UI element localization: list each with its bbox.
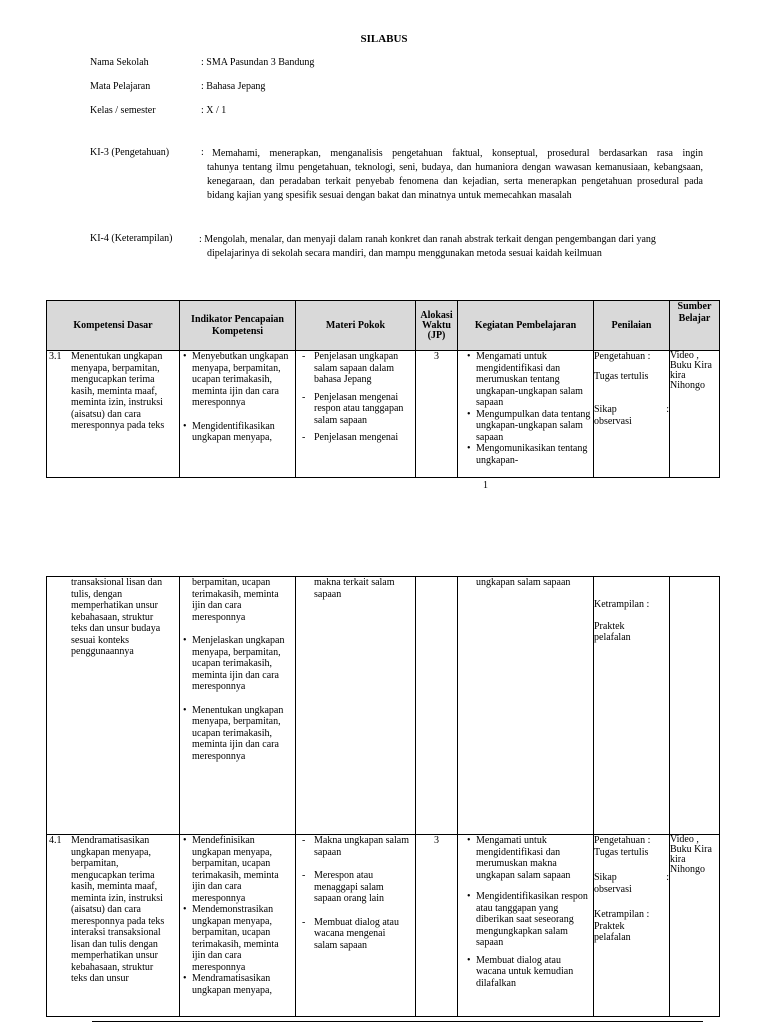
penilaian-tugas-tertulis: Tugas tertulis <box>594 846 649 858</box>
header-indikator: Indikator Pencapaian Kompetensi <box>180 301 296 351</box>
row2-ipk-item: • Menentukan ungkapan menyapa, berpamitan, ucapan terimakasih, meminta ijin dan cara meresponnya <box>192 705 293 763</box>
row3-kegiatan-cell <box>458 835 594 1017</box>
penilaian-sikap-label: Sikap <box>594 872 617 883</box>
row1-materi-cell <box>296 351 416 478</box>
nama-sekolah-label: Nama Sekolah <box>90 57 149 68</box>
header-kompetensi-dasar: Kompetensi Dasar <box>47 301 180 351</box>
penilaian-pengetahuan-label: Pengetahuan : <box>594 351 651 362</box>
footer-rule <box>92 1021 703 1022</box>
silabus-table-page1 <box>46 300 720 478</box>
row1-kd-cell <box>47 351 180 478</box>
penilaian-ketrampilan-label: Ketrampilan : <box>594 599 650 610</box>
row1-penilaian-cell <box>594 351 670 478</box>
penilaian-tugas-tertulis: Tugas tertulis <box>594 370 649 382</box>
row1-kegiatan-item: • Mengamati untuk mengidentifikasi dan merumuskan tentang ungkapan-ungkapan salam sapaan <box>476 351 591 409</box>
ki3-colon: : <box>201 147 204 158</box>
row2-materi-continuation: makna terkait salam sapaan <box>314 577 395 600</box>
penilaian-pengetahuan-label: Pengetahuan : <box>594 835 651 846</box>
header-penilaian: Penilaian <box>594 301 670 351</box>
row1-ipk-item: • Menyebutkan ungkapan menyapa, berpamitan, ucapan terimakasih, meminta ijin dan cara meresponnya <box>192 351 293 409</box>
ki4-label: KI-4 (Keterampilan) <box>90 233 173 244</box>
mata-pelajaran-label: Mata Pelajaran <box>90 81 151 92</box>
row3-penilaian-cell <box>594 835 670 1017</box>
row3-kegiatan-item: • Mengamati untuk mengidentifikasi dan merumuskan makna ungkapan salam sapaan <box>476 835 591 881</box>
header-alokasi-waktu: Alokasi Waktu (JP) <box>416 301 458 351</box>
ki3-text-rest: tahunya tentang ilmu pengetahuan, teknologi, seni, budaya, dan humaniora dengan wawasan kemanusiaan, kebangsaan, kenegaraan, dan peradaban terkait penyebab fenomena dan kejadian, serta menerapkan pengetahuan prosedural pada bidang kajian yang spesifik sesuai dengan bakat dan minatnya untuk memecahkan masalah <box>207 162 703 201</box>
ki4-text-rest: dipelajarinya di sekolah secara mandiri, dan mampu menggunakan metoda sesuai kaidah keilmuan <box>207 248 602 259</box>
row3-materi-cell <box>296 835 416 1017</box>
penilaian-sikap-colon: : <box>666 404 669 415</box>
row3-ipk-item: • Mendramatisasikan ungkapan menyapa, <box>192 973 293 996</box>
row2-kd-cell <box>47 577 180 835</box>
row1-materi-item: - Penjelasan mengenai respon atau tanggapan salam sapaan <box>314 392 411 427</box>
penilaian-observasi: observasi <box>594 883 632 895</box>
penilaian-praktek-pelafalan: Praktek pelafalan <box>594 620 631 643</box>
row1-ipk-cell <box>180 351 296 478</box>
penilaian-praktek-pelafalan: Praktek pelafalan <box>594 920 631 943</box>
row3-kd-cell <box>47 835 180 1017</box>
kelas-semester-value: : X / 1 <box>201 105 227 116</box>
penilaian-sikap-label: Sikap <box>594 404 617 415</box>
row1-kd-number: 3.1 <box>49 351 62 362</box>
ki3-text-first: Memahami, menerapkan, menganalisis pengetahuan faktual, konseptual, prosedural berdasarkan rasa ingin <box>212 148 703 159</box>
row1-kd-text: Menentukan ungkapan menyapa, berpamitan, mengucapkan terima kasih, meminta maaf, meminta izin, instruksi (aisatsu) dan cara meresponnya pada teks <box>71 351 165 431</box>
page-number: 1 <box>483 480 488 491</box>
row2-ipk-cell <box>180 577 296 835</box>
row3-ipk-cell <box>180 835 296 1017</box>
row2-alokasi <box>416 577 458 835</box>
row2-materi-cell <box>296 577 416 835</box>
row3-sumber: Video , Buku Kira kira Nihongo <box>670 835 720 1017</box>
row3-materi-item: - Makna ungkapan salam sapaan <box>314 835 411 858</box>
row2-ipk-continuation: berpamitan, ucapan terimakasih, meminta ijin dan cara meresponnya <box>192 577 279 623</box>
row3-materi-item: - Membuat dialog atau wacana mengenai salam sapaan <box>314 917 411 952</box>
row1-ipk-item: • Mengidentifikasikan ungkapan menyapa, <box>192 421 293 444</box>
row2-penilaian-cell <box>594 577 670 835</box>
row1-sumber: Video , Buku Kira kira Nihongo <box>670 351 720 478</box>
row2-kegiatan-continuation: ungkapan salam sapaan <box>476 577 571 588</box>
row2-kd-text: transaksional lisan dan tulis, dengan memperhatikan unsur kebahasaan, struktur teks dan unsur budaya sesuai konteks penggunaannya <box>71 577 163 657</box>
penilaian-sikap-colon: : <box>666 872 669 883</box>
row1-kegiatan-item: • Mengomunikasikan tentang ungkapan- <box>476 443 591 466</box>
penilaian-observasi: observasi <box>594 415 632 427</box>
row3-ipk-item: • Mendefinisikan ungkapan menyapa, berpamitan, ucapan terimakasih, meminta ijin dan cara meresponnya <box>192 835 293 904</box>
ki3-label: KI-3 (Pengetahuan) <box>90 147 170 158</box>
header-materi-pokok: Materi Pokok <box>296 301 416 351</box>
row3-kegiatan-item: • Membuat dialog atau wacana untuk kemudian dilafalkan <box>476 955 591 990</box>
row3-kegiatan-item: • Mengidentifikasikan respon atau tanggapan yang diberikan saat seseorang mengungkapkan salam sapaan <box>476 891 591 949</box>
row3-materi-item: - Merespon atau menaggapi salam sapaan orang lain <box>314 870 411 905</box>
row3-kd-text: Mendramatisasikan ungkapan menyapa, berpamitan, mengucapkan terima kasih, meminta maaf, meminta izin, instruksi (aisatsu) dan cara meresponnya pada teks interaksi transaksional lisan dan tulis dengan memperhatikan unsur kebahasaan, struktur teks dan unsur <box>71 835 165 984</box>
row2-ipk-item: • Menjelaskan ungkapan menyapa, berpamitan, ucapan terimakasih, meminta ijin dan cara meresponnya <box>192 635 293 693</box>
ki4-text-first: : Mengolah, menalar, dan menyaji dalam ranah konkret dan ranah abstrak terkait dengan pengembangan dari yang <box>199 234 656 245</box>
row2-sumber <box>670 577 720 835</box>
row3-ipk-item: • Mendemonstrasikan ungkapan menyapa, berpamitan, ucapan terimakasih, meminta ijin dan cara meresponnya <box>192 904 293 973</box>
row1-alokasi: 3 <box>416 351 458 478</box>
nama-sekolah-value: : SMA Pasundan 3 Bandung <box>201 57 315 68</box>
mata-pelajaran-value: : Bahasa Jepang <box>201 81 266 92</box>
row2-kegiatan-cell <box>458 577 594 835</box>
row1-materi-item: - Penjelasan ungkapan salam sapaan dalam bahasa Jepang <box>314 351 411 386</box>
row3-alokasi: 3 <box>416 835 458 1017</box>
kelas-semester-label: Kelas / semester <box>90 105 156 116</box>
penilaian-ketrampilan-label: Ketrampilan : <box>594 909 650 920</box>
silabus-table-page2 <box>46 576 720 1017</box>
header-sumber-belajar: Sumber Belajar <box>670 301 720 351</box>
header-kegiatan: Kegiatan Pembelajaran <box>458 301 594 351</box>
row3-kd-number: 4.1 <box>49 835 62 846</box>
row1-kegiatan-item: • Mengumpulkan data tentang ungkapan-ungkapan salam sapaan <box>476 409 591 444</box>
row1-materi-item: - Penjelasan mengenai <box>314 432 411 444</box>
row1-kegiatan-cell <box>458 351 594 478</box>
document-title: SILABUS <box>360 33 408 45</box>
